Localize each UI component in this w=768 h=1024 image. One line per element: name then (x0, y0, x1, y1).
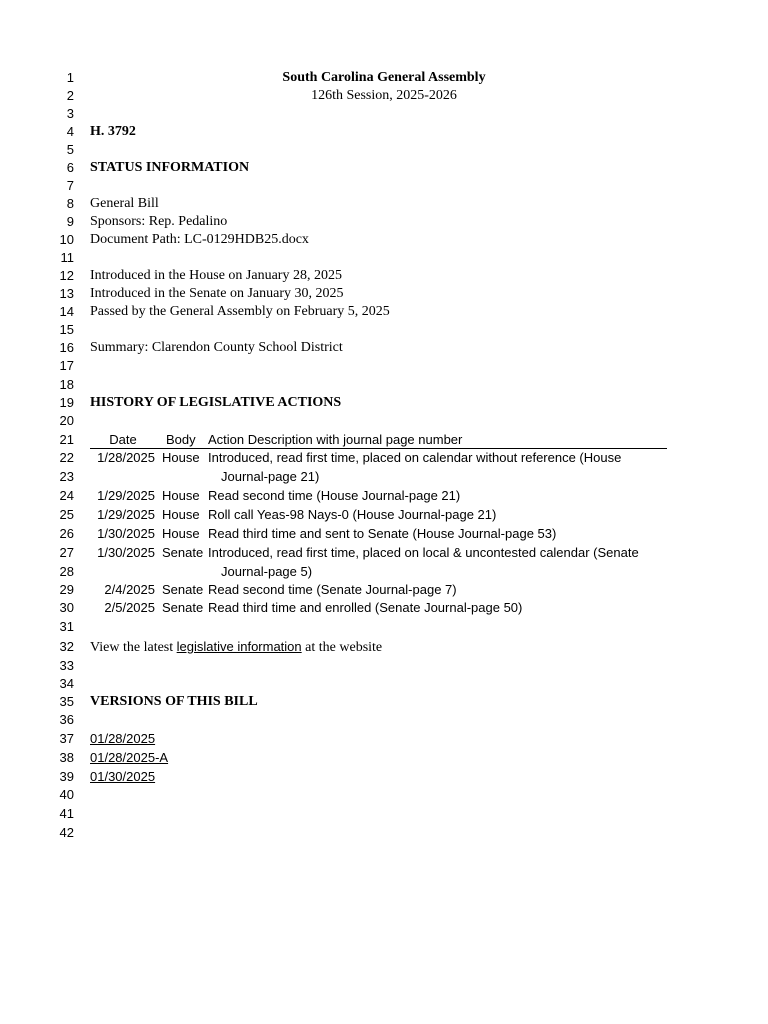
line-number-row (0, 321, 768, 339)
line-number: 37 (59, 731, 74, 746)
action-description: Introduced, read first time, placed on local & uncontested calendar (Senate (208, 545, 639, 560)
line-number: 34 (59, 676, 74, 691)
line-14 (0, 303, 768, 321)
action-date: 1/28/2025 (97, 450, 155, 465)
line-number-row (0, 357, 768, 375)
line-number-row (0, 675, 768, 693)
line-number-row (0, 141, 768, 159)
action-body: Senate (162, 545, 204, 560)
line-12 (0, 267, 768, 285)
status-heading: STATUS INFORMATION (90, 160, 250, 175)
history-row (0, 544, 768, 562)
history-row-cells (90, 581, 690, 599)
action-description: Read third time and sent to Senate (House Journal-page 53) (208, 526, 557, 541)
history-row-cells (90, 599, 690, 617)
line-number: 39 (59, 769, 74, 784)
summary: Summary: Clarendon County School District (90, 340, 343, 355)
action-date: 1/30/2025 (97, 526, 155, 541)
history-row-cells (90, 506, 690, 524)
line-number-row (0, 786, 768, 804)
history-row-cells (90, 525, 690, 543)
line-number: 32 (59, 639, 74, 654)
history-row-continuation (0, 563, 768, 581)
line-number: 35 (59, 694, 74, 709)
action-body: House (162, 488, 200, 503)
line-number: 23 (59, 469, 74, 484)
line-number: 16 (59, 340, 74, 355)
line-number: 24 (59, 488, 74, 503)
action-body: House (162, 526, 200, 541)
line-number: 28 (59, 564, 74, 579)
line-39 (0, 768, 768, 786)
line-number: 41 (59, 806, 74, 821)
line-2 (0, 87, 768, 105)
line-number: 21 (59, 432, 74, 447)
history-row (0, 487, 768, 505)
action-description: Read third time and enrolled (Senate Journal-page 50) (208, 600, 523, 615)
versions-heading: VERSIONS OF THIS BILL (90, 694, 258, 709)
line-13 (0, 285, 768, 303)
website-suffix: at the website (301, 640, 383, 655)
document-path: Document Path: LC-0129HDB25.docx (90, 232, 309, 247)
line-number: 3 (66, 106, 74, 121)
line-number: 26 (59, 526, 74, 541)
line-number: 11 (60, 250, 74, 265)
line-number: 1 (66, 70, 74, 85)
action-description: Read second time (Senate Journal-page 7) (208, 582, 457, 597)
line-number: 13 (59, 286, 74, 301)
line-number: 20 (59, 413, 74, 428)
line-number-row (0, 711, 768, 729)
passed-assembly: Passed by the General Assembly on February 5, 2025 (90, 304, 390, 319)
line-number: 29 (59, 582, 74, 597)
line-number: 38 (59, 750, 74, 765)
introduced-senate: Introduced in the Senate on January 30, 2025 (90, 286, 344, 301)
bill-number: H. 3792 (90, 124, 136, 139)
line-number-row (0, 177, 768, 195)
line-10 (0, 231, 768, 249)
action-description-continued: Journal-page 5) (221, 564, 313, 579)
line-19 (0, 394, 768, 412)
sponsors: Sponsors: Rep. Pedalino (90, 214, 228, 229)
history-row-continuation (0, 468, 768, 486)
line-6 (0, 159, 768, 177)
line-number: 17 (59, 358, 74, 373)
line-35 (0, 693, 768, 711)
line-number-row (0, 249, 768, 267)
line-4 (0, 123, 768, 141)
line-number: 6 (66, 160, 74, 175)
action-description: Roll call Yeas-98 Nays-0 (House Journal-page 21) (208, 507, 497, 522)
action-date: 1/29/2025 (97, 507, 155, 522)
line-number-row (0, 618, 768, 636)
line-number-row (0, 105, 768, 123)
line-38 (0, 749, 768, 767)
line-number: 33 (59, 658, 74, 673)
line-number: 5 (66, 142, 74, 157)
line-number: 7 (66, 178, 74, 193)
history-row-cells (90, 544, 690, 562)
history-row-cells (90, 487, 690, 505)
version-link[interactable]: 01/30/2025 (90, 769, 156, 784)
line-number-row (0, 805, 768, 823)
line-number: 27 (59, 545, 74, 560)
line-number: 25 (59, 507, 74, 522)
history-table-header (90, 431, 667, 449)
column-header-description: Action Description with journal page number (208, 432, 463, 447)
line-number: 22 (59, 450, 74, 465)
line-9 (0, 213, 768, 231)
history-heading: HISTORY OF LEGISLATIVE ACTIONS (90, 395, 342, 410)
history-row (0, 506, 768, 524)
action-description: Read second time (House Journal-page 21) (208, 488, 461, 503)
action-body: House (162, 450, 200, 465)
action-date: 2/5/2025 (104, 600, 155, 615)
line-number-row (0, 824, 768, 842)
line-number: 2 (66, 88, 74, 103)
line-number: 15 (59, 322, 74, 337)
version-link[interactable]: 01/28/2025-A (90, 750, 169, 765)
action-body: Senate (162, 582, 204, 597)
version-link[interactable]: 01/28/2025 (90, 731, 156, 746)
line-number: 4 (66, 124, 74, 139)
action-body: Senate (162, 600, 204, 615)
line-21 (0, 431, 768, 449)
action-description: Introduced, read first time, placed on calendar without reference (House (208, 450, 622, 465)
line-number: 36 (59, 712, 74, 727)
line-number: 31 (59, 619, 74, 634)
line-number: 12 (59, 268, 74, 283)
column-header-body: Body (166, 432, 196, 447)
bill-type: General Bill (90, 196, 159, 211)
line-number: 40 (59, 787, 74, 802)
session-subtitle: 126th Session, 2025-2026 (311, 88, 457, 103)
line-number: 30 (59, 600, 74, 615)
line-number-row (0, 376, 768, 394)
line-number: 8 (66, 196, 74, 211)
action-date: 1/29/2025 (97, 488, 155, 503)
line-number: 19 (59, 395, 74, 410)
document-title: South Carolina General Assembly (282, 70, 486, 85)
legislative-information-link[interactable]: legislative information (176, 639, 302, 654)
line-1 (0, 69, 768, 87)
history-row (0, 525, 768, 543)
line-37 (0, 730, 768, 748)
line-number: 18 (59, 377, 74, 392)
line-8 (0, 195, 768, 213)
history-row (0, 449, 768, 467)
website-prefix: View the latest (90, 640, 177, 655)
line-number-row (0, 657, 768, 675)
action-date: 1/30/2025 (97, 545, 155, 560)
history-row-cells (90, 468, 690, 486)
column-header-date: Date (109, 432, 137, 447)
line-number: 10 (59, 232, 74, 247)
action-date: 2/4/2025 (104, 582, 155, 597)
line-number-row (0, 412, 768, 430)
history-row-cells (90, 449, 690, 467)
action-description-continued: Journal-page 21) (221, 469, 320, 484)
line-number: 14 (59, 304, 74, 319)
line-32 (0, 638, 768, 656)
introduced-house: Introduced in the House on January 28, 2025 (90, 268, 342, 283)
line-number: 9 (66, 214, 74, 229)
line-number: 42 (59, 825, 74, 840)
line-16 (0, 339, 768, 357)
history-row (0, 599, 768, 617)
website-note (90, 638, 382, 657)
history-row-cells (90, 563, 690, 581)
history-row (0, 581, 768, 599)
action-body: House (162, 507, 200, 522)
